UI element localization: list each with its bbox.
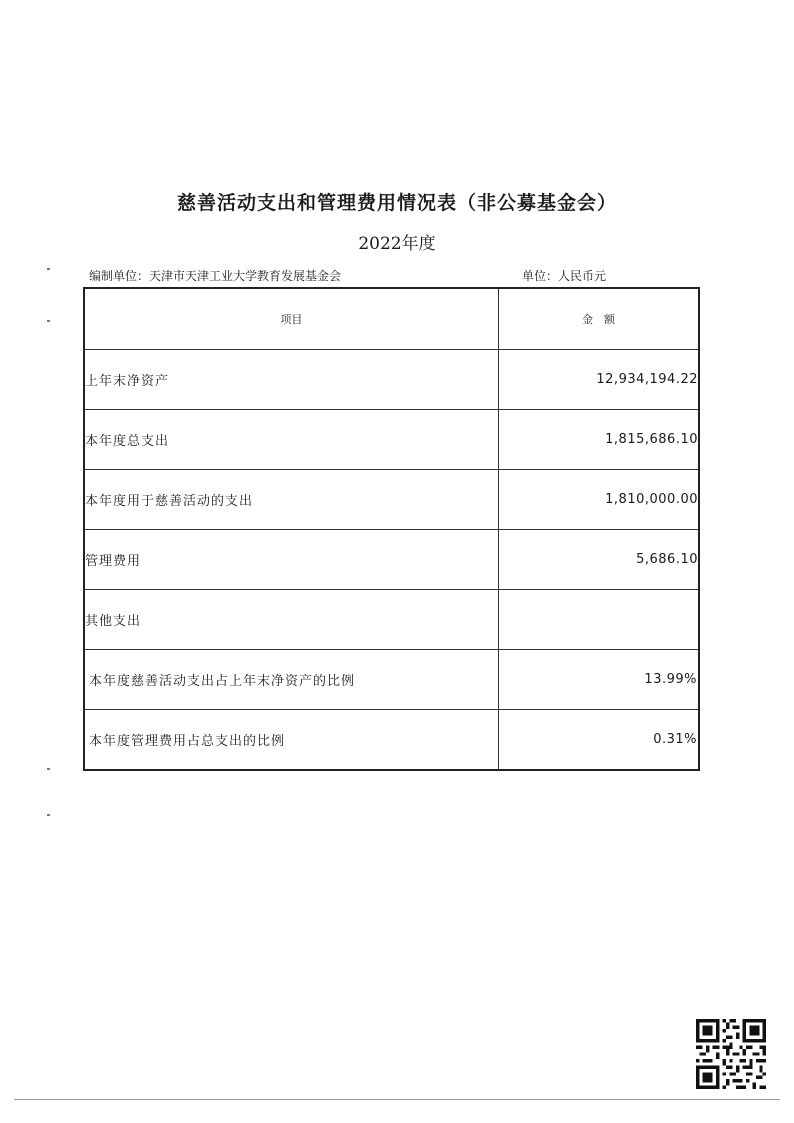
column-header-amount: 金 额: [498, 288, 699, 350]
column-header-item: 项目: [84, 288, 498, 350]
report-year: 2022年度: [358, 234, 436, 254]
expense-table: [83, 287, 700, 771]
row-amount: 13.99%: [498, 650, 699, 710]
table-row: [84, 470, 699, 530]
scan-mark: [47, 768, 50, 770]
compiler-unit: 编制单位：天津市天津工业大学教育发展基金会: [89, 269, 342, 283]
row-label: 本年度用于慈善活动的支出: [84, 470, 498, 530]
qr-code-icon: [696, 1019, 766, 1089]
page-title: 慈善活动支出和管理费用情况表（非公募基金会）: [176, 192, 617, 214]
row-label: 本年度总支出: [84, 410, 498, 470]
table-row: [84, 350, 699, 410]
row-label: 其他支出: [84, 590, 498, 650]
row-amount: 12,934,194.22: [498, 350, 699, 410]
row-label: 本年度慈善活动支出占上年末净资产的比例: [84, 650, 498, 710]
table-row: [84, 590, 699, 650]
table-row: [84, 410, 699, 470]
scan-mark: [47, 814, 50, 816]
table-row: [84, 710, 699, 771]
row-amount: 1,810,000.00: [498, 470, 699, 530]
table-row: [84, 650, 699, 710]
row-label: 本年度管理费用占总支出的比例: [84, 710, 498, 771]
row-amount: 1,815,686.10: [498, 410, 699, 470]
row-amount: 0.31%: [498, 710, 699, 771]
scan-mark: [47, 320, 50, 322]
row-amount: 5,686.10: [498, 530, 699, 590]
scan-mark: [47, 268, 50, 270]
row-amount: [498, 590, 699, 650]
row-label: 上年末净资产: [84, 350, 498, 410]
currency-unit: 单位：人民币元: [522, 269, 607, 283]
table-header-row: [84, 288, 699, 350]
row-label: 管理费用: [84, 530, 498, 590]
table-row: [84, 530, 699, 590]
footer-divider: [14, 1099, 780, 1100]
